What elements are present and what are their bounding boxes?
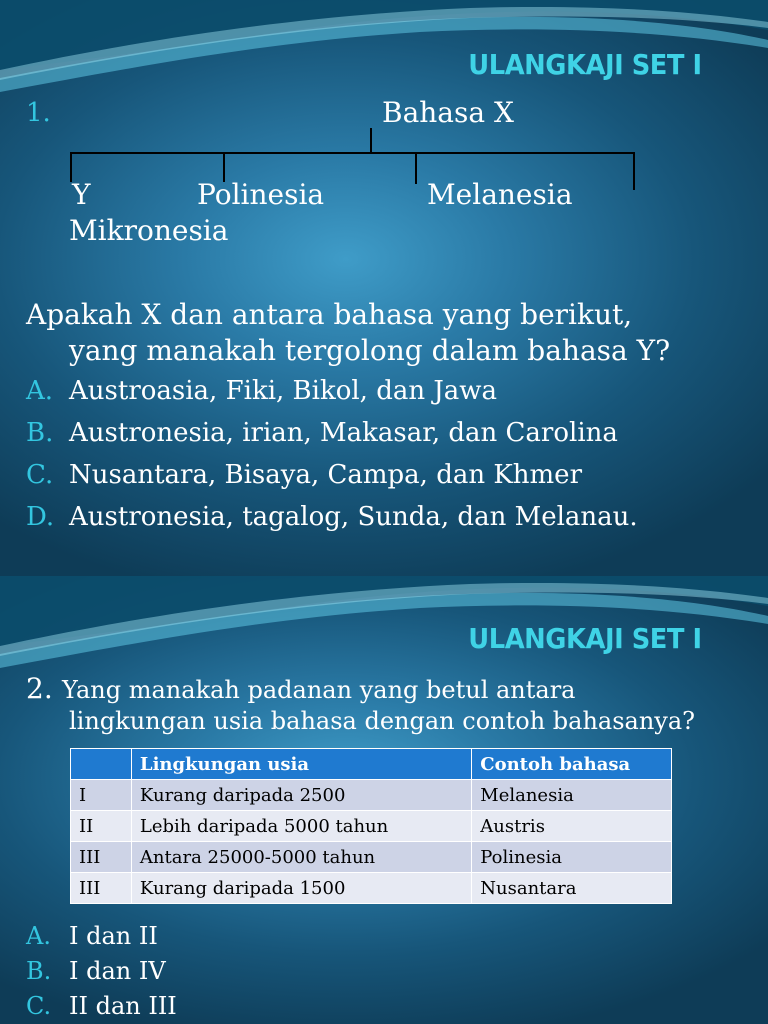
option-letter: C. <box>26 460 54 490</box>
option-d[interactable] <box>26 502 638 532</box>
option-a[interactable] <box>26 922 158 950</box>
option-b[interactable] <box>26 418 618 448</box>
option-text: I dan II <box>69 922 158 950</box>
table-cell: III <box>71 842 132 873</box>
table-cell: Nusantara <box>472 873 672 904</box>
tree-leaf-melanesia: Melanesia <box>427 178 573 211</box>
option-letter: D. <box>26 502 55 532</box>
question-text-line2: lingkungan usia bahasa dengan contoh bahasanya? <box>69 707 696 735</box>
question-text-line2: yang manakah tergolong dalam bahasa Y? <box>69 334 671 367</box>
option-c[interactable] <box>26 460 582 490</box>
question-text-line1: Yang manakah padanan yang betul antara <box>62 676 576 704</box>
option-letter: C. <box>26 992 52 1020</box>
table-cell: II <box>71 811 132 842</box>
tree-root-label: Bahasa X <box>382 96 514 129</box>
slide-2 <box>0 576 768 1024</box>
table-header-cell <box>71 749 132 780</box>
question-number: 2. <box>26 672 53 705</box>
option-text: Austronesia, irian, Makasar, dan Carolina <box>69 418 618 448</box>
table-cell: Melanesia <box>472 780 672 811</box>
slide-title: ULANGKAJI SET I <box>468 622 702 655</box>
tree-horizontal-branch <box>70 152 635 154</box>
option-c[interactable] <box>26 992 177 1020</box>
option-letter: B. <box>26 418 54 448</box>
tree-root-stem <box>370 128 372 154</box>
table-cell: Kurang daripada 2500 <box>131 780 471 811</box>
table-row <box>71 811 672 842</box>
table-header-cell: Lingkungan usia <box>131 749 471 780</box>
tree-leaf-polinesia: Polinesia <box>197 178 325 211</box>
table-row <box>71 842 672 873</box>
table-cell: III <box>71 873 132 904</box>
tree-leaf-mikronesia: Mikronesia <box>69 214 229 247</box>
age-table <box>70 748 672 904</box>
slide-title: ULANGKAJI SET I <box>468 48 702 81</box>
table-header-row <box>71 749 672 780</box>
option-text: II dan III <box>69 992 177 1020</box>
table-row <box>71 780 672 811</box>
option-letter: A. <box>26 922 51 950</box>
tree-branch-melanesia <box>415 152 417 184</box>
option-text: Austroasia, Fiki, Bikol, dan Jawa <box>69 376 498 406</box>
question-number: 1. <box>26 98 51 128</box>
option-text: Austronesia, tagalog, Sunda, dan Melanau. <box>69 502 638 532</box>
table-row <box>71 873 672 904</box>
table-header-cell: Contoh bahasa <box>472 749 672 780</box>
table-cell: I <box>71 780 132 811</box>
table-cell: Austris <box>472 811 672 842</box>
table-cell: Polinesia <box>472 842 672 873</box>
option-a[interactable] <box>26 376 497 406</box>
table-cell: Kurang daripada 1500 <box>131 873 471 904</box>
table-cell: Antara 25000-5000 tahun <box>131 842 471 873</box>
question-text-line1: Apakah X dan antara bahasa yang berikut, <box>26 298 633 331</box>
option-letter: A. <box>26 376 54 406</box>
table-cell: Lebih daripada 5000 tahun <box>131 811 471 842</box>
option-b[interactable] <box>26 957 166 985</box>
option-letter: B. <box>26 957 52 985</box>
tree-leaf-y: Y <box>72 178 91 211</box>
option-text: I dan IV <box>69 957 166 985</box>
tree-branch-mikronesia <box>633 152 635 190</box>
option-text: Nusantara, Bisaya, Campa, dan Khmer <box>69 460 582 490</box>
